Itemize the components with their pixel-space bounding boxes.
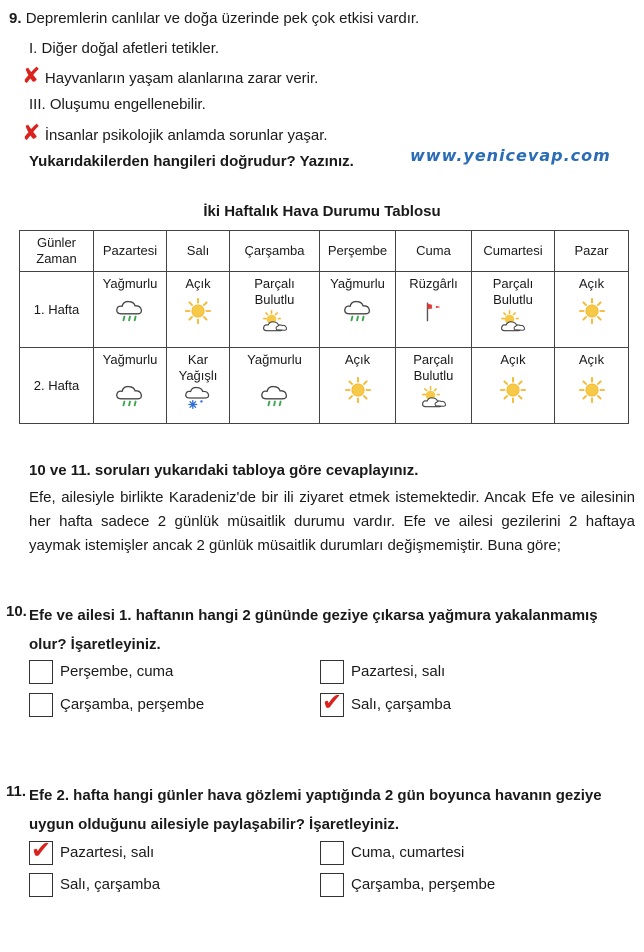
q9-item-2-row — [22, 63, 319, 88]
q10-option-c-checkbox[interactable] — [29, 693, 53, 717]
sun-icon — [578, 297, 606, 325]
partly-cloudy-icon — [497, 309, 529, 335]
week-label: 1. Hafta — [20, 272, 94, 348]
weather-cell — [230, 272, 320, 348]
weather-text: Parçalı Bulutlu — [254, 276, 295, 307]
weather-cell — [555, 272, 629, 348]
corner-label-days: Günler — [36, 235, 77, 250]
weather-table — [19, 230, 629, 424]
weather-text: Parçalı Bulutlu — [413, 352, 454, 383]
rain-cloud-icon — [342, 297, 374, 325]
day-header: Cuma — [396, 231, 472, 272]
day-header: Pazar — [555, 231, 629, 272]
q11-option-c-checkbox[interactable] — [29, 873, 53, 897]
weather-text: Açık — [578, 276, 605, 291]
checkmark-icon: ✔ — [322, 689, 343, 716]
q11-text: Efe 2. hafta hangi günler hava gözlemi yaptığında 2 gün boyunca havanın geziye uygun olduğunu ailesiyle paylaşabilir? İşaretleyiniz. — [29, 787, 602, 833]
q11-option-b-checkbox[interactable] — [320, 841, 344, 865]
q9-item-3: III. Oluşumu engellenebilir. — [29, 96, 206, 113]
windsock-icon — [420, 297, 448, 325]
day-header: Çarşamba — [230, 231, 320, 272]
day-header: Cumartesi — [472, 231, 555, 272]
q11-number: 11. — [6, 783, 27, 800]
weather-text: Yağmurlu — [102, 352, 158, 367]
corner-cell — [20, 231, 94, 272]
weather-text: Açık — [500, 352, 526, 367]
q9-item-4-row — [22, 120, 328, 145]
weather-text: Açık — [578, 352, 605, 367]
weather-cell — [396, 272, 472, 348]
q10-number: 10. — [6, 603, 27, 620]
q10-option-d-checkbox[interactable] — [320, 689, 344, 717]
sun-icon — [499, 376, 527, 404]
partly-cloudy-icon — [259, 309, 291, 335]
weather-text: Açık — [344, 352, 371, 367]
weather-cell — [472, 348, 555, 424]
q11-option-d-checkbox[interactable] — [320, 873, 344, 897]
q9-stem-line — [9, 10, 419, 27]
weather-cell — [320, 348, 396, 424]
weather-cell — [555, 348, 629, 424]
day-header: Pazartesi — [94, 231, 167, 272]
weather-cell — [94, 272, 167, 348]
cross-mark-icon: ✘ — [22, 63, 41, 88]
sun-icon — [344, 376, 372, 404]
weather-text: Yağmurlu — [102, 276, 158, 291]
partly-cloudy-icon — [418, 385, 450, 411]
weather-cell — [94, 348, 167, 424]
q9-stem: Depremlerin canlılar ve doğa üzerinde pek çok etkisi vardır. — [25, 10, 420, 27]
weather-text: Rüzgârlı — [409, 276, 458, 291]
day-header: Salı — [167, 231, 230, 272]
cross-mark-icon: ✘ — [22, 120, 41, 145]
weather-cell — [472, 272, 555, 348]
rain-cloud-icon — [114, 382, 146, 410]
day-header: Perşembe — [320, 231, 396, 272]
intro-paragraph: Efe, ailesiyle birlikte Karadeniz'de bir ili ziyaret etmek istemektedir. Ancak Efe ve ailesinin her hafta sadece 2 günlük müsaitlik durumu vardır. Efe ve ailesi gezilerini 2 haftaya yaymak istemişler ancak 2 günlük müsaitlik durumları değişmemiştir. Buna göre; — [29, 489, 635, 554]
table-title: İki Haftalık Hava Durumu Tablosu — [203, 203, 441, 220]
q10-option-a-checkbox[interactable] — [29, 660, 53, 684]
checkmark-icon: ✔ — [31, 837, 52, 864]
q11-option-b-label: Cuma, cumartesi — [351, 844, 465, 861]
weather-cell — [396, 348, 472, 424]
weather-cell — [230, 348, 320, 424]
q9-item-2: Hayvanların yaşam alanlarına zarar verir. — [44, 70, 319, 87]
weather-text: Kar Yağışlı — [178, 352, 218, 383]
q11-option-d-label: Çarşamba, perşembe — [351, 876, 496, 893]
sun-icon — [184, 297, 212, 325]
q9-item-4: İnsanlar psikolojik anlamda sorunlar yaşar. — [44, 127, 328, 144]
q11-option-a-checkbox[interactable] — [29, 837, 53, 865]
weather-cell — [167, 348, 230, 424]
week-2-row — [20, 348, 629, 424]
q9-question: Yukarıdakilerden hangileri doğrudur? Yazınız. — [29, 153, 354, 170]
q10-option-a-label: Perşembe, cuma — [60, 663, 174, 680]
table-header-row — [20, 231, 629, 272]
rain-cloud-icon — [259, 382, 291, 410]
q10-option-b-label: Pazartesi, salı — [351, 663, 446, 680]
rain-cloud-icon — [114, 297, 146, 325]
q10-option-b-checkbox[interactable] — [320, 660, 344, 684]
q11-option-c-label: Salı, çarşamba — [60, 876, 161, 893]
weather-text: Açık — [185, 276, 211, 291]
week-label: 2. Hafta — [20, 348, 94, 424]
weather-cell — [320, 272, 396, 348]
weather-text: Parçalı Bulutlu — [492, 276, 534, 307]
weather-text: Yağmurlu — [330, 276, 385, 291]
week-1-row — [20, 272, 629, 348]
q9-number: 9. — [9, 10, 22, 27]
weather-cell — [167, 272, 230, 348]
snow-cloud-icon — [182, 385, 214, 411]
q10-option-c-label: Çarşamba, perşembe — [60, 696, 205, 713]
q10-option-d-label: Salı, çarşamba — [351, 696, 452, 713]
q9-item-1: I. Diğer doğal afetleri tetikler. — [29, 40, 220, 57]
q10-text: Efe ve ailesi 1. haftanın hangi 2 gününde geziye çıkarsa yağmura yakalanmamış olur? İşaretleyiniz. — [29, 607, 598, 653]
intro-heading: 10 ve 11. soruları yukarıdaki tabloya göre cevaplayınız. — [29, 462, 419, 479]
sun-icon — [578, 376, 606, 404]
watermark: www.yenicevap.com — [410, 146, 611, 165]
corner-label-time: Zaman — [36, 251, 77, 266]
weather-text: Yağmurlu — [247, 352, 302, 367]
q11-option-a-label: Pazartesi, salı — [60, 844, 155, 861]
